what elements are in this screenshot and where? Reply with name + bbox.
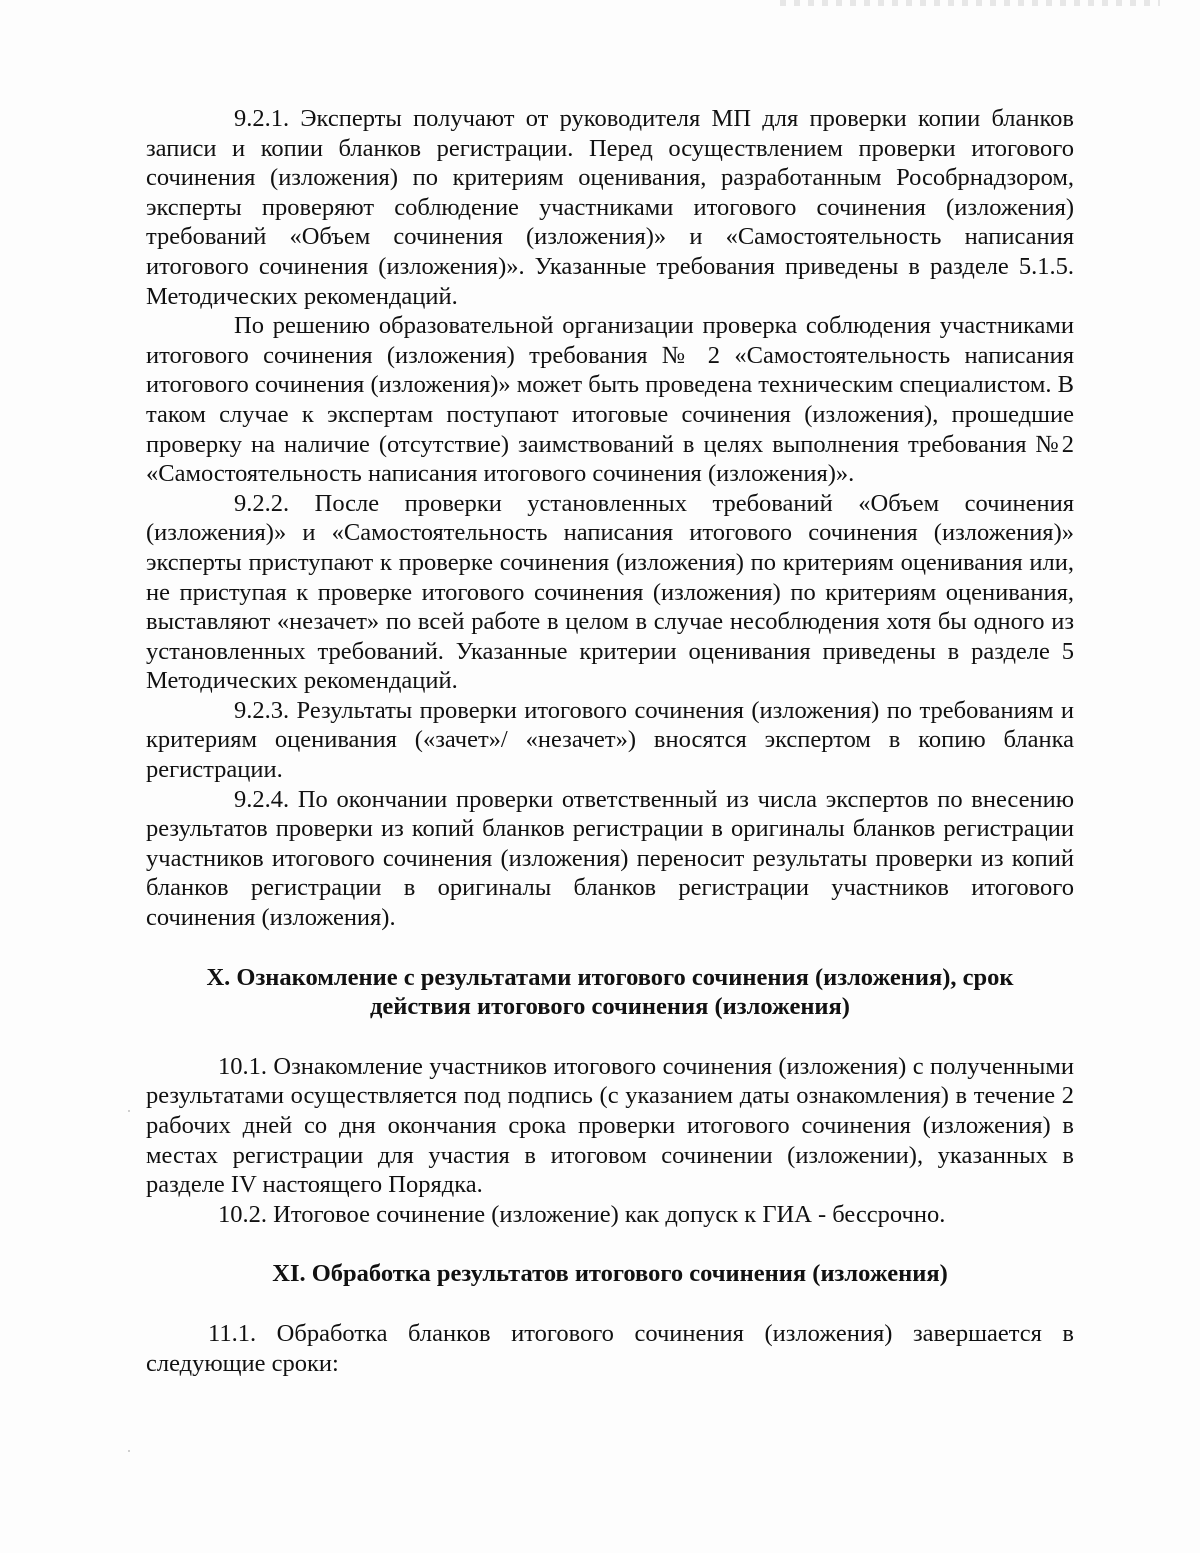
- scan-artifact-dot: [128, 1450, 130, 1452]
- paragraph-10-1: 10.1. Ознакомление участников итогового сочинения (изложения) с полученными результатами осуществляется под подпись (с указанием даты ознакомления) в течение 2 рабочих дней со дня окончания срока проверки итогового сочинения (изложения) в местах регистрации для участия в итоговом сочинении (изложении), указанных в разделе IV настоящего Порядка.: [146, 1052, 1074, 1199]
- paragraph-9-2-4: 9.2.4. По окончании проверки ответственный из числа экспертов по внесению результатов проверки из копий бланков регистрации в оригиналы бланков регистрации участников итогового сочинения (изложения) переносит результаты проверки из копий бланков регистрации в оригиналы бланков регистрации участников итогового сочинения (изложения).: [146, 785, 1074, 932]
- paragraph-technical-specialist: По решению образовательной организации проверка соблюдения участниками итогового сочинения (изложения) требования № 2 «Самостоятельность написания итогового сочинения (изложения)» может быть проведена техническим специалистом. В таком случае к экспертам поступают итоговые сочинения (изложения), прошедшие проверку на наличие (отсутствие) заимствований в целях выполнения требования №2 «Самостоятельность написания итогового сочинения (изложения)».: [146, 312, 1074, 488]
- section-x-heading: [146, 963, 1074, 1022]
- scan-artifact: [780, 0, 1160, 6]
- document-body: [146, 104, 1074, 1378]
- paragraph-9-2-1: 9.2.1. Эксперты получают от руководителя МП для проверки копии бланков записи и копии бланков регистрации. Перед осуществлением проверки итогового сочинения (изложения) по критериям оценивания, разработанным Рособрнадзором, эксперты проверяют соблюдение участниками итогового сочинения (изложения) требований «Объем сочинения (изложения)» и «Самостоятельность написания итогового сочинения (изложения)». Указанные требования приведены в разделе 5.1.5. Методических рекомендаций.: [146, 105, 1074, 310]
- paragraph-9-2-3: 9.2.3. Результаты проверки итогового сочинения (изложения) по требованиям и критериям оценивания («зачет»/ «незачет») вносятся экспертом в копию бланка регистрации.: [146, 696, 1074, 784]
- paragraph-9-2-2: 9.2.2. После проверки установленных требований «Объем сочинения (изложения)» и «Самостоятельность написания итогового сочинения (изложения)» эксперты приступают к проверке сочинения (изложения) по критериям оценивания или, не приступая к проверке итогового сочинения (изложения) по критериям оценивания, выставляют «незачет» по всей работе в целом в случае несоблюдения хотя бы одного из установленных требований. Указанные критерии оценивания приведены в разделе 5 Методических рекомендаций.: [146, 489, 1074, 695]
- section-xi-heading: XI. Обработка результатов итогового сочинения (изложения): [272, 1260, 948, 1288]
- section-x-heading-line1: X. Ознакомление с результатами итогового сочинения (изложения), срок: [206, 963, 1014, 991]
- scan-artifact-dot: [128, 1110, 130, 1112]
- paragraph-10-2: 10.2. Итоговое сочинение (изложение) как допуск к ГИА - бессрочно.: [218, 1200, 946, 1228]
- section-x-heading-line2: действия итогового сочинения (изложения): [370, 993, 850, 1021]
- paragraph-11-1: 11.1. Обработка бланков итогового сочинения (изложения) завершается в следующие сроки:: [146, 1319, 1074, 1377]
